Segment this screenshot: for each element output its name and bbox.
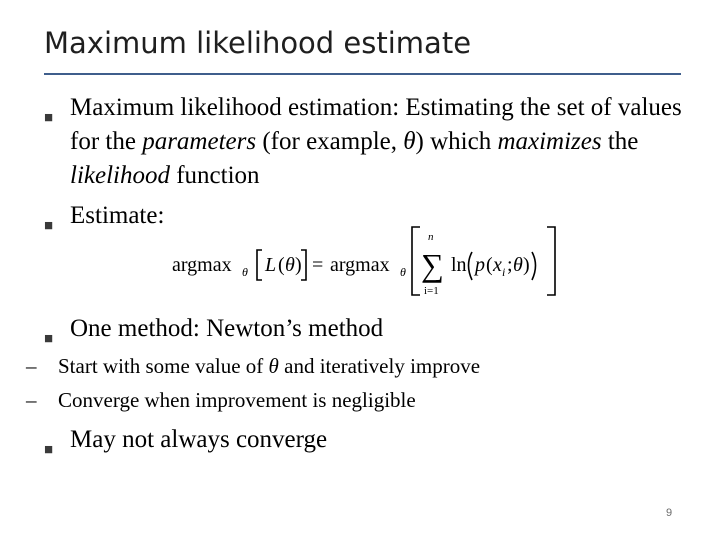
formula-open-paren-2: ( (486, 254, 493, 276)
formula-sum-lower: i=1 (424, 285, 439, 297)
text-run: the (601, 128, 639, 155)
italic-text-run: likelihood (70, 162, 170, 189)
title-divider (44, 73, 681, 75)
argmax-formula (168, 224, 568, 300)
bracket-left-open (257, 250, 262, 280)
formula-theta-1: θ (285, 254, 295, 276)
formula-sum-sigma: ∑ (421, 247, 444, 283)
paren-big-open (469, 252, 473, 280)
formula-close-paren-1: ) (295, 254, 302, 276)
bullet-text: May not always converge (70, 426, 328, 453)
italic-text-run: maximizes (497, 128, 602, 155)
formula-close-paren-2: ) (523, 254, 530, 276)
text-run: Maximum likelihood estimation: Estimating the set of values for the (70, 94, 682, 155)
formula-argmax-right: argmax (330, 254, 390, 276)
text-run: ) which (415, 128, 498, 155)
paren-big-close (532, 252, 536, 280)
dash-bullet-icon: – (26, 354, 37, 378)
formula-theta-sub-left: θ (242, 265, 248, 279)
text-run: (for example, (256, 128, 404, 155)
formula-sum-upper: n (428, 231, 434, 243)
formula-theta-sub-right: θ (400, 265, 406, 279)
formula-x: x (493, 254, 502, 276)
square-bullet-icon: ■ (44, 110, 54, 126)
bracket-right-open (412, 227, 420, 295)
formula-L: L (265, 254, 277, 276)
page-number: 9 (666, 507, 673, 519)
italic-text-run: θ (403, 128, 416, 155)
formula-equals: = (312, 254, 324, 276)
bracket-left-close (301, 250, 306, 280)
bullet-text: Estimate: (70, 202, 165, 229)
square-bullet-icon: ■ (44, 442, 54, 458)
formula-p: p (475, 254, 485, 276)
bracket-right-close (547, 227, 555, 295)
bullet-text (70, 91, 690, 193)
slide-title: Maximum likelihood estimate (44, 26, 472, 60)
text-run: Start with some value of (58, 354, 269, 378)
italic-text-run: θ (268, 354, 279, 378)
subbullet-text: Converge when improvement is negligible (58, 388, 416, 412)
formula-argmax-left: argmax (172, 254, 232, 276)
square-bullet-icon: ■ (44, 331, 54, 347)
subbullet-text (58, 349, 480, 383)
dash-bullet-icon: – (26, 388, 37, 412)
formula-ln: ln (451, 254, 467, 276)
text-run: and iteratively improve (278, 354, 481, 378)
bullet-text: One method: Newton’s method (70, 315, 384, 342)
formula-theta-2: θ (513, 254, 523, 276)
formula-x-sub-i: i (502, 265, 506, 279)
formula-semicolon: ; (507, 254, 513, 276)
formula-open-paren-1: ( (278, 254, 285, 276)
square-bullet-icon: ■ (44, 218, 54, 234)
italic-text-run: parameters (142, 128, 257, 155)
text-run: function (169, 162, 260, 189)
